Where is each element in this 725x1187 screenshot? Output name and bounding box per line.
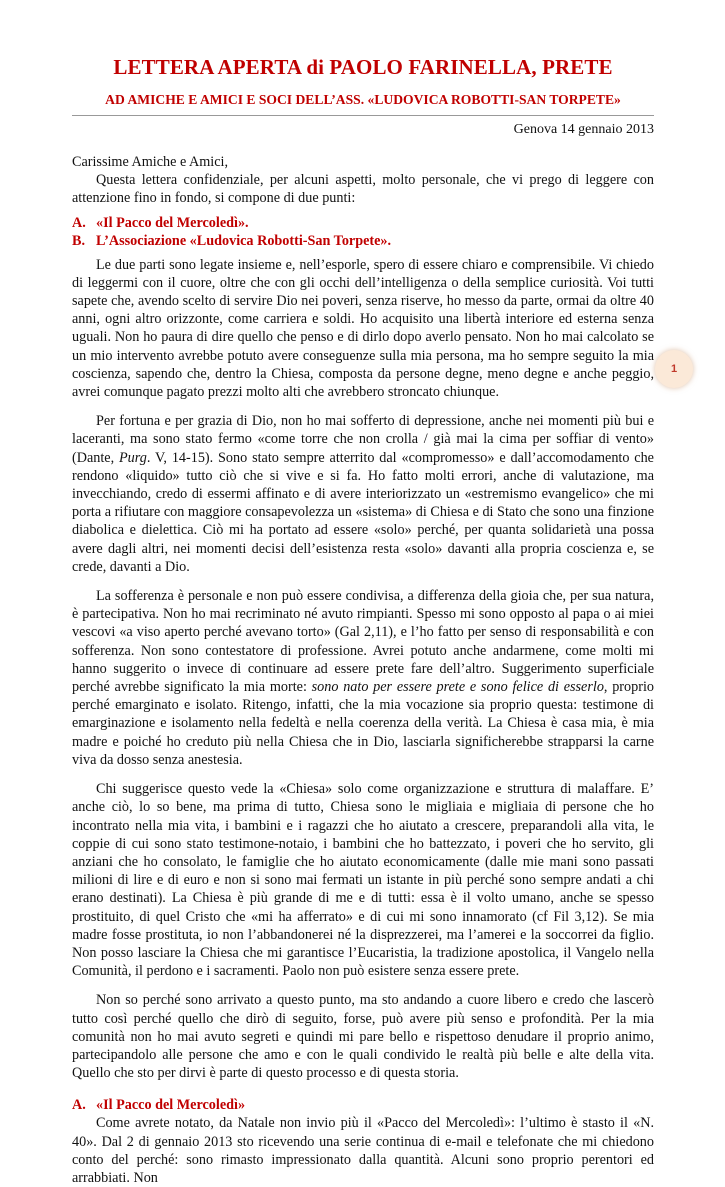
list-item: A. «Il Pacco del Mercoledì».	[72, 214, 249, 231]
page-number-badge: 1	[655, 350, 693, 388]
paragraph: Chi suggerisce questo vede la «Chiesa» solo come organizzazione e struttura di malaffare. E’ anche ciò, lo so bene, ma prima di tutto, Chiesa sono le migliaia e migliaia di persone che ho incontrato nella mia vita, i bambini e i ragazzi che ho aiutato a crescere, preparandoli alla vita, le coppie di cui sono stato testimone-notaio, i bambini che ho battezzato, i poveri che ho servito, gli anziani che ho consolato, le famiglie che ho aiutato economicamente (dalle mie mani sono passati milioni di lire e di euro e non si sono mai fermati un istante in più perché sono sempre andati a chi erano destinati). La Chiesa è più grande di me e di tutti: essa è il volto umano, anche se spesso prostituito, di quel Cristo che «mi ha afferrato» e di cui mi sono innamorato (cf Fil 3,12). Se mia madre fosse prostituta, io non l’abbandonerei né la disprezzerei, ma l’amerei e la soccorrei da figlio. Non posso lasciare la Chiesa che mi garantisce l’Eucaristia, la tradizione apostolica, il Vangelo nella Comunità, il perdono e i sacramenti. Paolo non può esistere senza essere prete.	[72, 781, 654, 980]
paragraph: La sofferenza è personale e non può essere condivisa, a differenza della gioia che, per sua natura, è partecipativa. Non ho mai recriminato né avuto rimpianti. Spesso mi sono opposto al papa o ai miei vescovi «a viso aperto perché avevano torto» (Gal 2,11), e l’ho fatto per senso di responsabilità e con sofferenza. Non sono contestatore di professione. Avrei potuto anche andarmene, come molti mi hanno suggerito o invece di continuare ad essere prete fare dell’altro. Suggerimento superficiale perché avrebbe significato la mia morte: sono nato per essere prete e sono felice di esserlo, proprio perché emarginato e isolato. Ritengo, infatti, che la mia vocazione sia proprio questa: testimone di emarginazione e isolamento nella fedeltà e nella coerenza della verità. La Chiesa è casa mia, è mia madre e poiché ho creduto più nella Chiesa che in Dio, lasciarla significherebbe strapparsi la carne viva da dosso senza anestesia.	[72, 588, 654, 768]
paragraph: Come avrete notato, da Natale non invio più il «Pacco del Mercoledì»: l’ultimo è stasto il «N. 40». Dal 2 di gennaio 2013 sto ricevendo una serie continua di e-mail e telefonate che mi chiedono conto del perché: sono rimasto impressionato dalla quantità. Alcuni sono proprio perentori ed arrabbiati. Non	[72, 1115, 654, 1186]
header-divider	[72, 115, 654, 116]
document-subtitle: AD AMICHE E AMICI E SOCI DELL’ASS. «LUDOVICA ROBOTTI-SAN TORPETE»	[105, 92, 621, 107]
points-list	[72, 214, 654, 250]
document-title: LETTERA APERTA di PAOLO FARINELLA, PRETE	[113, 55, 613, 79]
list-item: B. L’Associazione «Ludovica Robotti-San Torpete».	[72, 232, 392, 249]
paragraph: Le due parti sono legate insieme e, nell’esporle, spero di essere chiaro e comprensibile. Vi chiedo di leggermi con il cuore, oltre che con gli occhi dell’intelligenza o della semplice curiosità. Voi tutti sapete che, avendo scelto di servire Dio nei poveri, senza riserve, ho messo da parte, ormai da oltre 40 anni, ogni altro orizzonte, come carriera e soldi. Ho acquisito una libertà interiore ed esterna senza uguali. Non ho paura di dire quello che penso e di dirlo dopo averlo pensato. Non ho mai calcolato se un mio intervento avrebbe potuto avere conseguenze sulla mia persona, ma ho sempre seguito la mia coscienza, sapendo che, dentro la Chiesa, composta da persone degne, meno degne e anche peggio, avrei comunque pagato prezzi molto alti che avrebbero stroncato chiunque.	[72, 256, 654, 401]
salutation: Carissime Amiche e Amici,	[72, 154, 229, 170]
document-date: Genova 14 gennaio 2013	[513, 122, 654, 137]
section-heading: A. «Il Pacco del Mercoledì»	[72, 1097, 246, 1114]
paragraph: Non so perché sono arrivato a questo punto, ma sto andando a cuore libero e credo che lascerò tutto così perché quello che dirò di seguito, forse, può avere più senso e profondità. Per la mia comunità non ho mai avuto segreti e quindi mi pare bello e rispettoso denudare il proprio animo, partecipandolo alle persone che amo e con le quali condivido le realtà più belle e alte della vita. Quello che sto per dirvi è parte di questo processo e di questa storia.	[72, 992, 654, 1082]
intro-paragraph: Questa lettera confidenziale, per alcuni aspetti, molto personale, che vi prego di leggere con attenzione fino in fondo, si compone di due punti:	[72, 172, 654, 207]
letter-body	[72, 153, 654, 1187]
paragraph: Per fortuna e per grazia di Dio, non ho mai sofferto di depressione, anche nei momenti più bui e laceranti, ma sono stato fermo «come torre che non crolla / già mai la cima per soffiar di vento» (Dante, Purg. V, 14-15). Sono stato sempre atterrito dal «compromesso» e dall’accomodamento che rendono «liquido» tutto ciò che si vive e si fa. Ho fatto molti errori, anche di valutazione, ma invecchiando, credo di essermi affinato e di avere interiorizzato un «estremismo evangelico» che mi porta a rifiutare con maggiore consapevolezza un «sistema» di Chiesa e di Stato che sono una finzione diabolica e dielettica. Ciò mi ha portato ad essere «solo» perché, per quanta solidarietà una possa avere dagli altri, nei momenti decisi dell’esistenza resta «solo» davanti alla propria coscienza e, se crede, davanti a Dio.	[72, 413, 654, 575]
